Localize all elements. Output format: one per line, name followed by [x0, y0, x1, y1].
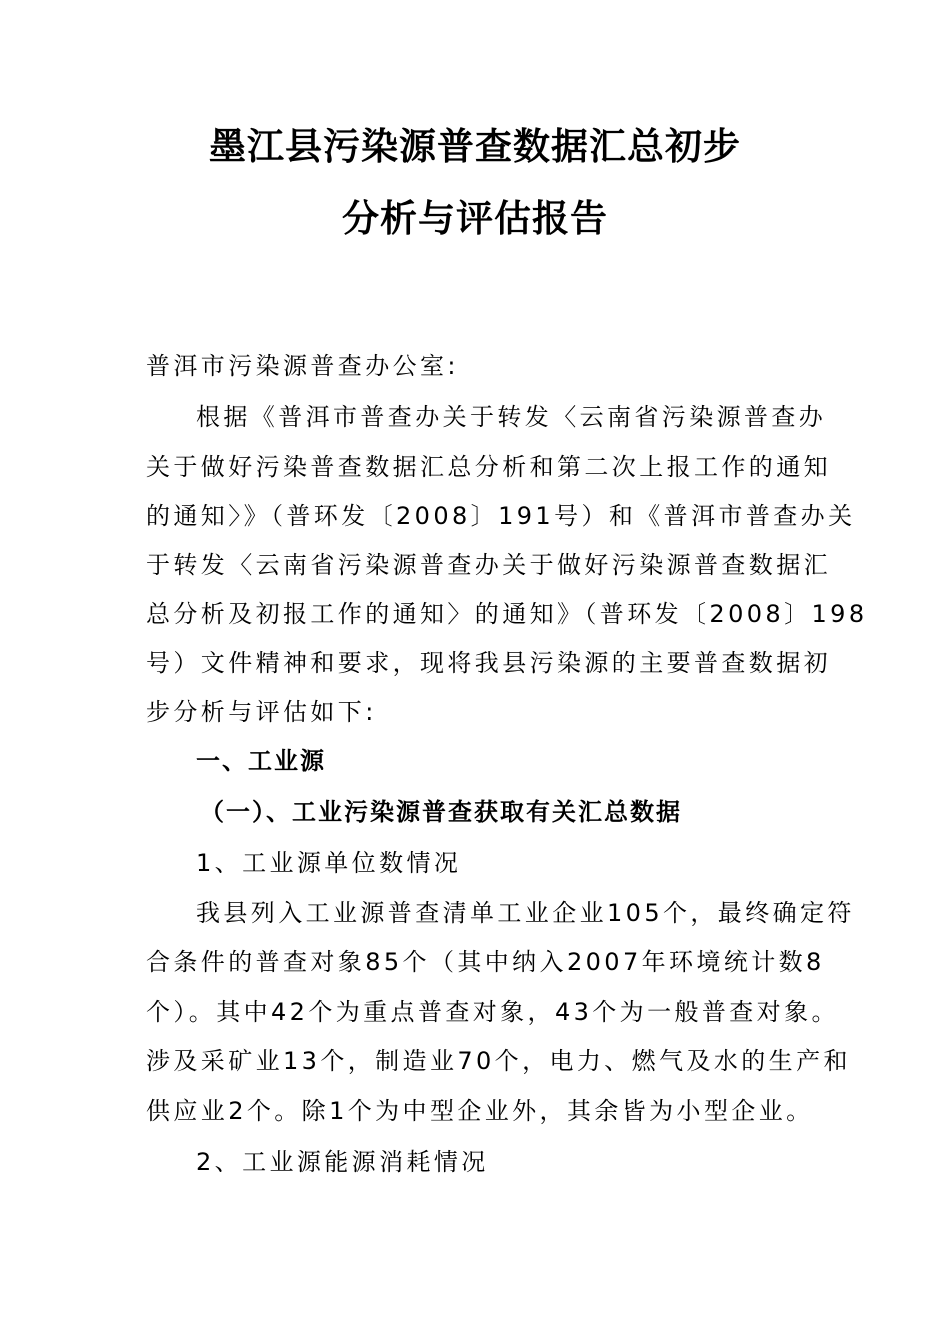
item-paragraph-line: 供应业2个。除1个为中型企业外，其余皆为小型企业。: [146, 1097, 814, 1125]
intro-paragraph-line: 步分析与评估如下:: [146, 698, 377, 726]
intro-paragraph-line: 于转发〈云南省污染源普查办关于做好污染源普查数据汇: [146, 551, 831, 579]
item-heading: 1、工业源单位数情况: [196, 849, 462, 877]
report-title-line-1: 墨江县污染源普查数据汇总初步: [209, 124, 741, 168]
item-paragraph-line: 个）。其中42个为重点普查对象，43个为一般普查对象。: [146, 998, 839, 1026]
subsection-heading: （一）、工业污染源普查获取有关汇总数据: [200, 798, 682, 826]
intro-paragraph-line: 号）文件精神和要求，现将我县污染源的主要普查数据初: [146, 649, 831, 677]
addressee: 普洱市污染源普查办公室:: [146, 352, 459, 380]
item-heading: 2、工业源能源消耗情况: [196, 1148, 489, 1176]
intro-paragraph-line: 根据《普洱市普查办关于转发〈云南省污染源普查办: [196, 403, 827, 431]
intro-paragraph-line: 的通知〉》（普环发〔2008〕191号）和《普洱市普查办关: [146, 502, 856, 530]
item-paragraph-line: 涉及采矿业13个，制造业70个，电力、燃气及水的生产和: [146, 1047, 851, 1075]
item-paragraph-line: 合条件的普查对象85个（其中纳入2007年环境统计数8: [146, 948, 825, 976]
intro-paragraph-line: 关于做好污染普查数据汇总分析和第二次上报工作的通知: [146, 453, 831, 481]
item-paragraph-line: 我县列入工业源普查清单工业企业105个，最终确定符: [196, 899, 855, 927]
report-title-line-2: 分析与评估报告: [342, 196, 608, 240]
section-heading: 一、工业源: [196, 747, 326, 775]
intro-paragraph-line: 总分析及初报工作的通知〉的通知》（普环发〔2008〕198: [146, 600, 868, 628]
